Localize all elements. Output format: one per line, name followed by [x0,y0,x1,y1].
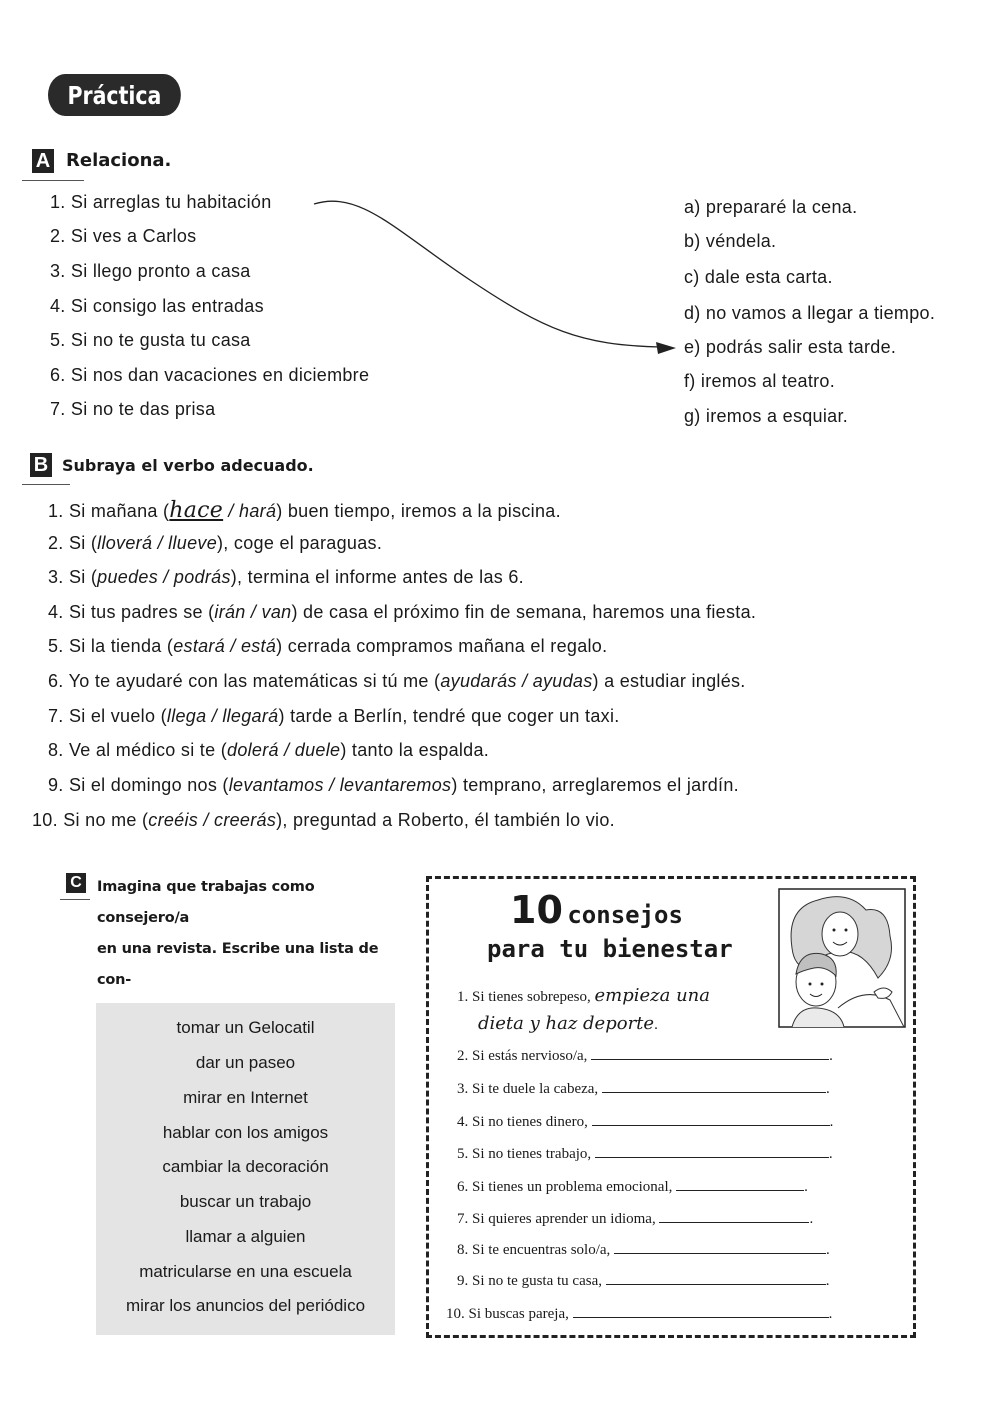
answer-blank[interactable] [606,1272,826,1285]
tip-text: 4. Si no tienes dinero, [457,1114,588,1130]
option: está [240,636,277,656]
item-text: ), preguntad a Roberto, él también lo vio. [276,810,615,830]
answer-blank[interactable] [676,1178,804,1191]
section-a-letter: A [32,149,54,173]
suggestion-item: tomar un Gelocatil [176,1018,315,1037]
item-text: ), coge el paraguas. [217,533,383,553]
tip-text: 7. Si quieres aprender un idioma, [457,1211,656,1227]
tip-text: 9. Si no te gusta tu casa, [457,1273,602,1289]
item-text: ) tanto la espalda. [340,740,490,760]
tips-subtitle: para tu bienestar [487,935,733,963]
option-separator: / [245,602,262,622]
item-text: Si el vuelo ( [68,706,167,726]
practice-title: Práctica [67,80,162,110]
match-left-item: 7. Si no te das prisa [50,399,216,419]
item-number: 10. [32,810,58,830]
item-text: ) tarde a Berlín, tendré que coger un taxi. [278,706,620,726]
option-separator: / [198,810,215,830]
item-text: ) cerrada compramos mañana el regalo. [276,636,608,656]
item-text: Si no me ( [63,810,149,830]
item-text: Yo te ayudaré con las matemáticas si tú me ( [68,671,441,691]
tip-period: . [804,1179,808,1195]
match-right-item: d) no vamos a llegar a tiempo. [684,303,936,323]
option: creerás [214,810,277,830]
tip-text: 2. Si estás nervioso/a, [457,1048,588,1064]
tip-period: . [825,1081,830,1097]
tip-period: . [828,1306,833,1322]
tip-text: 8. Si te encuentras solo/a, [457,1242,611,1258]
match-right-item: c) dale esta carta. [684,267,833,287]
suggestion-item: hablar con los amigos [162,1123,329,1142]
answer-blank[interactable] [659,1210,809,1223]
match-right-item: b) véndela. [684,231,777,251]
item-number: 3. [48,567,64,587]
item-number: 8. [48,740,64,760]
exercise-b-item [48,740,489,761]
exercise-b-item [48,671,746,692]
tip-text: 6. Si tienes un problema emocional, [457,1179,673,1195]
tip-line [457,985,710,1006]
item-text: ) buen tiempo, iremos a la piscina. [276,501,561,521]
answer-blank[interactable] [602,1080,826,1093]
item-number: 6. [48,671,64,691]
item-text: Si mañana ( [68,501,170,521]
suggestion-item: mirar en Internet [183,1088,308,1107]
option-separator: / [158,567,174,587]
option: irán [214,602,246,622]
suggestion-item: dar un paseo [195,1053,296,1072]
match-left-item: 5. Si no te gusta tu casa [50,330,251,350]
answer-blank[interactable] [614,1241,826,1254]
item-text: ) a estudiar inglés. [592,671,746,691]
option: duele [294,740,341,760]
match-connector-arrow [0,0,1000,460]
exercise-b-item [48,567,524,588]
tips-number: 10 [510,888,563,932]
tip-line [457,1047,833,1065]
tip-line [457,1178,808,1196]
item-number: 9. [48,775,64,795]
option: lloverá [97,533,153,553]
tip-period: . [809,1211,814,1227]
option: levantamos [228,775,324,795]
answer-blank[interactable] [591,1047,829,1060]
suggestion-item: llamar a alguien [185,1227,306,1246]
match-left-item: 3. Si llego pronto a casa [50,261,251,281]
item-number: 7. [48,706,64,726]
item-text: Si tus padres se ( [68,602,215,622]
option-separator: / [152,533,169,553]
option-separator: / [278,740,295,760]
option: llega [166,706,207,726]
tips-heading [510,888,683,932]
handwritten-answer: dieta y haz deporte [478,1013,655,1034]
answer-blank[interactable] [595,1145,829,1158]
section-a-title: Relaciona. [66,150,172,171]
item-text: Si la tienda ( [68,636,174,656]
tip-text: 10. Si buscas pareja, [446,1306,569,1322]
exercise-b-item [32,810,615,831]
match-right-item: e) podrás salir esta tarde. [684,337,897,357]
exercise-b-item [48,775,739,796]
suggestion-item: cambiar la decoración [162,1157,329,1176]
match-left-item: 4. Si consigo las entradas [50,296,264,316]
option-separator: / [323,775,340,795]
option: podrás [173,567,231,587]
exercise-b-item [48,533,382,554]
item-text: ) de casa el próximo fin de semana, haremos una fiesta. [291,602,757,622]
section-c-rule [60,899,90,900]
item-text: Si el domingo nos ( [68,775,229,795]
option: van [261,602,292,622]
option: creéis [148,810,199,830]
item-number: 5. [48,636,64,656]
item-text: Si ( [68,533,98,553]
option-separator: / [206,706,223,726]
exercise-b-item [48,602,756,623]
item-text: Ve al médico si te ( [68,740,228,760]
option: ayudarás [440,671,517,691]
match-left-item: 6. Si nos dan vacaciones en diciembre [50,365,370,385]
tip-period: . [654,1017,658,1033]
option-separator: / [225,636,241,656]
tip-period: . [825,1273,830,1289]
tip-text: 3. Si te duele la cabeza, [457,1081,599,1097]
handwritten-answer: empieza una [594,985,710,1006]
option: estará [173,636,226,656]
option: dolerá [227,740,279,760]
tip-line [457,1145,833,1163]
section-b-letter: B [30,453,52,477]
tip-period: . [829,1048,833,1064]
tip-line [457,1241,830,1259]
section-c-letter: C [66,873,86,893]
exercise-b-item [48,636,607,657]
illustration-image [778,888,906,1028]
option: hará [239,501,277,521]
tip-period: . [826,1242,830,1258]
tip-line [457,1080,830,1098]
tip-text: 1. Si tienes sobrepeso, [457,989,591,1005]
tip-period: . [829,1114,834,1130]
option-separator: / [223,501,240,521]
option: puedes [97,567,158,587]
match-right-item: g) iremos a esquiar. [684,406,849,426]
match-right-item: a) prepararé la cena. [684,197,858,217]
option: llueve [168,533,218,553]
answer-blank[interactable] [592,1113,830,1126]
item-number: 4. [48,602,64,622]
exercise-b-item [48,706,620,727]
option: ayudas [532,671,593,691]
tips-title-word: consejos [567,901,683,929]
suggestion-item: matricularse en una escuela [139,1262,352,1281]
item-text: ) temprano, arreglaremos el jardín. [451,775,739,795]
section-b-rule [22,484,70,485]
option: levantaremos [339,775,452,795]
item-number: 2. [48,533,64,553]
tip-line [457,1272,829,1290]
answer-blank[interactable] [573,1305,829,1318]
instruction-line: Imagina que trabajas como consejero/a [97,879,315,926]
option: llegará [222,706,279,726]
suggestion-item: mirar los anuncios del periódico [125,1296,366,1315]
tip-line [457,1210,813,1228]
match-left-item: 2. Si ves a Carlos [50,226,197,246]
exercise-b-item [48,498,561,523]
item-text: Si ( [68,567,98,587]
match-right-item: f) iremos al teatro. [684,371,836,391]
tip-line [457,1113,833,1131]
selected-option: hace [169,498,224,523]
item-number: 1. [48,501,64,521]
option-separator: / [516,671,533,691]
item-text: ), termina el informe antes de las 6. [230,567,524,587]
suggestion-item: buscar un trabajo [179,1192,312,1211]
section-b-title: Subraya el verbo adecuado. [62,456,314,475]
instruction-line: en una revista. Escribe una lista de con- [97,941,379,988]
match-left-item: 1. Si arreglas tu habitación [50,192,272,212]
tip-line [446,1305,832,1323]
tip-line [478,1013,658,1034]
tip-text: 5. Si no tienes trabajo, [457,1146,592,1162]
tip-period: . [828,1146,833,1162]
